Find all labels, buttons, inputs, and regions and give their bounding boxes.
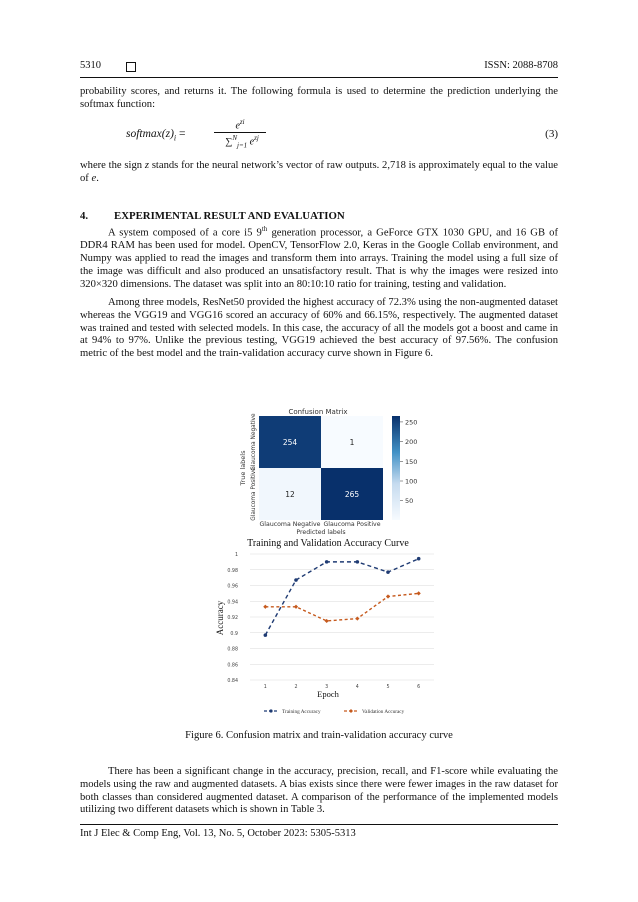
confusion-matrix-xlabel: Predicted labels [296, 529, 346, 536]
y-tick-label: 0.96 [227, 584, 238, 590]
cm-col-label-negative: Glaucoma Negative [259, 521, 321, 528]
page-header [80, 60, 558, 76]
x-tick-label: 6 [417, 685, 421, 690]
equation-number: (3) [545, 128, 558, 140]
data-point [325, 619, 329, 623]
equation-numerator: $e^{zi}$ [235, 118, 245, 132]
colorbar-tick-label: 250 [405, 418, 418, 427]
paragraph-models: Among three models, ResNet50 provided the highest accuracy of 72.3% using the non-augmented dataset whereas the VGG19 and VGG16 scored an accuracy of 60% and 66.15%, respectively. The augmented dataset was trained and tested with selected models. In this case, the accuracy of all the models got a boost and came in at 94% to 97%. Unlike the previous testing, VGG19 achieved the best accuracy of 97.56%. The confusion metric of the best model and the train-validation accuracy curve shown in Figure 6. [80, 297, 558, 360]
legend-label: Validation Accuracy [362, 709, 405, 715]
colorbar-tick-label: 50 [405, 497, 414, 506]
equation-denominator: ∑$^N_{j=1}$ $e^{zj}$ [225, 134, 259, 150]
confusion-matrix-figure [228, 404, 438, 542]
y-tick-label: 0.88 [227, 647, 238, 653]
confusion-matrix-title: Confusion Matrix [288, 408, 348, 416]
x-tick-label: 4 [355, 685, 359, 690]
y-tick-label: 1 [234, 553, 238, 558]
data-point [386, 594, 390, 598]
y-tick-label: 0.94 [227, 600, 238, 606]
y-tick-label: 0.98 [227, 568, 238, 574]
cm-col-label-positive: Glaucoma Positive [323, 521, 381, 528]
accuracy-curve-figure [206, 534, 450, 720]
x-tick-label: 5 [386, 685, 390, 690]
colorbar-tick-label: 100 [405, 477, 418, 486]
x-tick-label: 2 [294, 685, 298, 690]
x-tick-label: 1 [263, 685, 267, 690]
footer-citation: Int J Elec & Comp Eng, Vol. 13, No. 5, October 2023: 5305-5313 [80, 828, 356, 839]
cm-cell-value: 1 [349, 438, 355, 447]
paragraph-comparison: There has been a significant change in the accuracy, precision, recall, and F1-score while evaluating the models using the raw and augmented datasets. A bias exists since there were fewer images in the raw dataset for both classes than considered augmented dataset. A comparison of the performance of the implemented models utilizing two different datasets which is shown in Table 3. [80, 766, 558, 816]
equation-lhs: $softmax(z)_i$ = [126, 128, 186, 143]
data-point [386, 570, 390, 574]
y-tick-label: 0.86 [227, 663, 238, 669]
confusion-matrix-ylabel: True labels [239, 450, 247, 486]
cm-cell-value: 265 [344, 490, 360, 499]
y-tick-label: 0.92 [227, 616, 238, 621]
cm-row-label-negative: Glaucoma Negative [251, 413, 257, 471]
header-rule [80, 77, 558, 78]
legend-marker [269, 709, 272, 712]
data-point [264, 633, 268, 637]
footer-rule [80, 824, 558, 825]
section-heading: 4. EXPERIMENTAL RESULT AND EVALUATION [80, 210, 345, 222]
data-point [356, 560, 360, 564]
legend-label: Training Accuracy [282, 709, 321, 715]
paragraph-system: A system composed of a core i5 9th generation processor, a GeForce GTX 1030 GPU, and 16 GB of DDR4 RAM has been used for model. OpenCV, TensorFlow 2.0, Keras in the Google Collab environment, and Numpy was applied to read the images and transform them into arrays. Training the model using a full size of the image was difficult and also produced an unsatisfactory result. That is why the images were resized into 320×320 dimensions. The dataset was split into an 80:10:10 ratio for training, testing and validation. [80, 225, 558, 290]
legend-marker [349, 709, 353, 713]
data-point [263, 605, 267, 609]
issn-label: ISSN: 2088-8708 [484, 60, 558, 71]
softmax-equation [126, 118, 426, 154]
accuracy-chart-title: Training and Validation Accuracy Curve [247, 538, 409, 549]
data-point [294, 578, 298, 582]
series-line-training [265, 559, 418, 635]
x-tick-label: 3 [325, 685, 329, 690]
data-point [325, 560, 329, 564]
y-tick-label: 0.84 [227, 679, 238, 684]
cm-cell-value: 254 [282, 438, 298, 447]
y-tick-label: 0.9 [230, 631, 238, 637]
checkbox-square-icon [126, 62, 136, 72]
after-equation-paragraph: where the sign z stands for the neural network’s vector of raw outputs. 2,718 is approximately equal to the value of e. [80, 160, 558, 184]
page-number: 5310 [80, 60, 101, 71]
intro-paragraph: probability scores, and returns it. The following formula is used to determine the prediction underlying the softmax function: [80, 86, 558, 110]
data-point [417, 557, 421, 561]
data-point [294, 605, 298, 609]
colorbar-tick-label: 150 [405, 457, 418, 466]
cm-cell-value: 12 [285, 490, 295, 499]
colorbar [392, 416, 400, 520]
accuracy-chart-xlabel: Epoch [317, 689, 339, 699]
cm-row-label-positive: Glaucoma Positive [251, 467, 257, 521]
colorbar-tick-label: 200 [405, 438, 418, 447]
accuracy-chart-ylabel: Accuracy [215, 600, 225, 636]
figure-caption: Figure 6. Confusion matrix and train-validation accuracy curve [185, 730, 453, 741]
fraction-line [214, 132, 266, 133]
data-point [417, 591, 421, 595]
